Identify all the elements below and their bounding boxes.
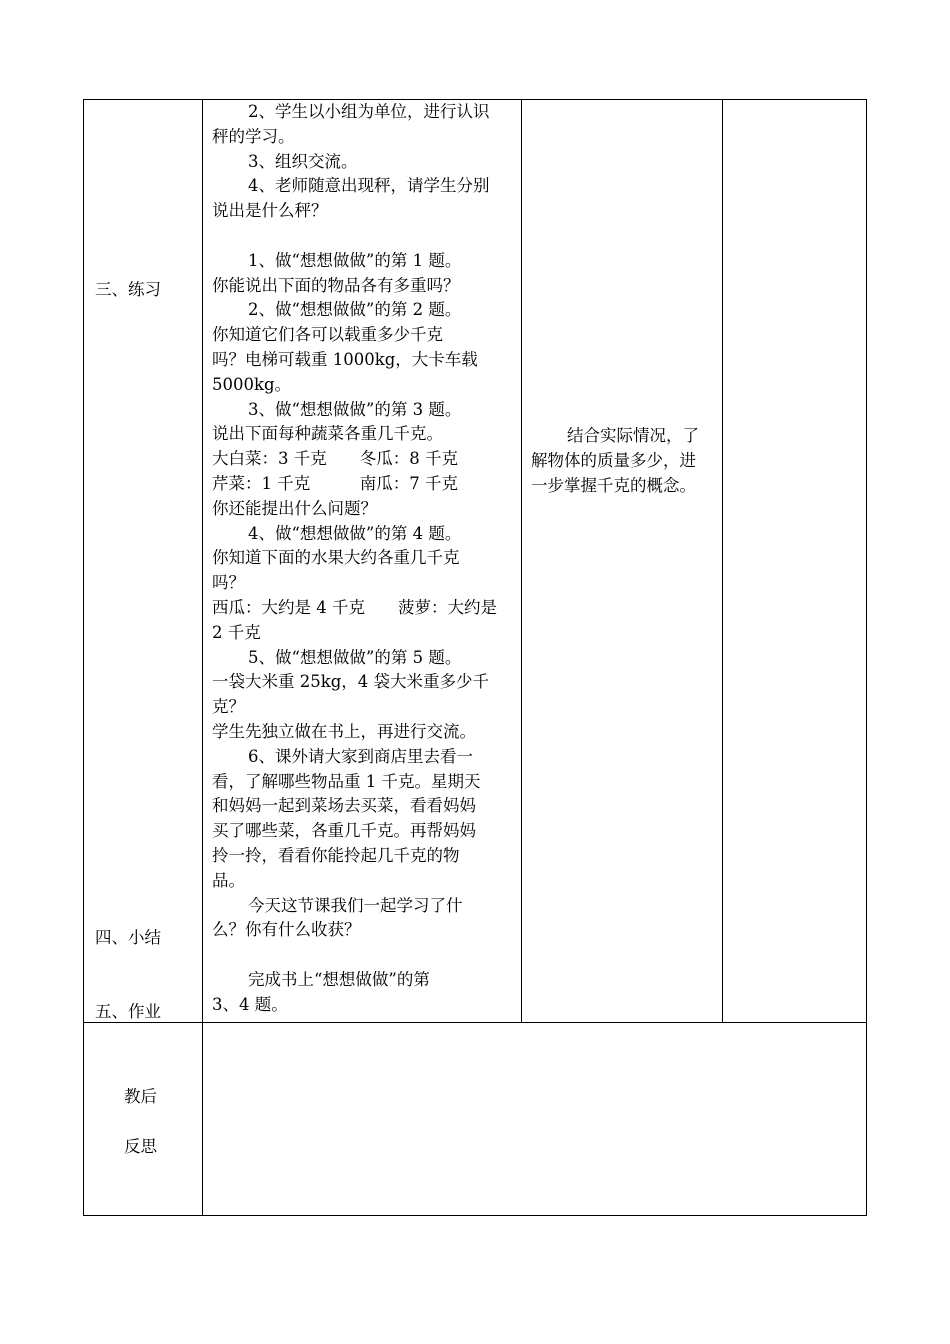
intent-line: 结合实际情况，了 (567, 426, 699, 445)
intent-line: 解物体的质量多少，进 (531, 450, 696, 470)
process-line: 拎一拎，看看你能拎起几千克的物 (212, 845, 460, 865)
process-line (212, 224, 512, 249)
section-label-practice: 三、练习 (95, 280, 161, 299)
process-line: 买了哪些菜，各重几千克。再帮妈妈 (212, 821, 476, 841)
process-line: 2、做“想想做做”的第 2 题。 (248, 300, 462, 320)
process-line: 你能说出下面的物品各有多重吗？ (212, 275, 460, 295)
process-line: 今天这节课我们一起学习了什 (248, 895, 463, 915)
process-line: 说出下面每种蔬菜各重几千克。 (212, 424, 443, 444)
reflection-label-line1: 教后 (124, 1087, 157, 1106)
process-line: 说出是什么秤？ (212, 201, 328, 221)
process-line: 看，了解哪些物品重 1 千克。星期天 (212, 771, 481, 791)
process-line: 你知道它们各可以载重多少千克 (212, 325, 443, 345)
column-divider-3 (722, 100, 723, 1022)
process-line: 克？ (212, 697, 245, 717)
section-label-homework: 五、作业 (95, 1002, 161, 1021)
process-line: 和妈妈一起到菜场去买菜，看看妈妈 (212, 796, 476, 816)
process-line: 4、老师随意出现秤，请学生分别 (248, 176, 490, 196)
design-intent-text (531, 424, 717, 498)
process-line: 3、组织交流。 (248, 151, 358, 171)
process-line: 3、做“想想做做”的第 3 题。 (248, 399, 462, 419)
process-line: 么？你有什么收获？ (212, 920, 361, 940)
process-line (212, 943, 512, 968)
process-line: 4、做“想想做做”的第 4 题。 (248, 523, 462, 543)
process-line: 品。 (212, 870, 245, 890)
process-line: 5、做“想想做做”的第 5 题。 (248, 647, 462, 667)
process-line: 你知道下面的水果大约各重几千克 (212, 548, 460, 568)
process-line: 5000kg。 (212, 374, 292, 394)
process-line: 2、学生以小组为单位，进行认识 (248, 102, 490, 121)
process-line: 学生先独立做在书上，再进行交流。 (212, 721, 476, 741)
process-line: 6、课外请大家到商店里去看一 (248, 746, 473, 766)
process-line: 2 千克 (212, 622, 261, 642)
process-line: 大白菜：3 千克 冬瓜：8 千克 (212, 449, 458, 469)
process-line: 吗？ (212, 573, 245, 593)
process-line: 芹菜：1 千克 南瓜：7 千克 (212, 473, 458, 493)
reflection-divider (202, 1022, 203, 1215)
process-line: 吗？电梯可载重 1000kg，大卡车载 (212, 349, 478, 369)
process-line: 3、4 题。 (212, 994, 288, 1014)
intent-line: 一步掌握千克的概念。 (531, 475, 696, 495)
reflection-label-line2: 反思 (124, 1137, 157, 1156)
process-line: 完成书上“想想做做”的第 (248, 969, 430, 989)
process-line: 你还能提出什么问题？ (212, 498, 377, 518)
section-label-summary: 四、小结 (95, 928, 161, 947)
process-line: 一袋大米重 25kg，4 袋大米重多少千 (212, 672, 490, 692)
column-divider-1 (202, 100, 203, 1022)
process-line: 1、做“想想做做”的第 1 题。 (248, 250, 462, 270)
teaching-process-text (212, 100, 512, 1017)
process-line: 秤的学习。 (212, 126, 295, 146)
column-divider-2 (521, 100, 522, 1022)
process-line: 西瓜：大约是 4 千克 菠萝：大约是 (212, 597, 497, 617)
